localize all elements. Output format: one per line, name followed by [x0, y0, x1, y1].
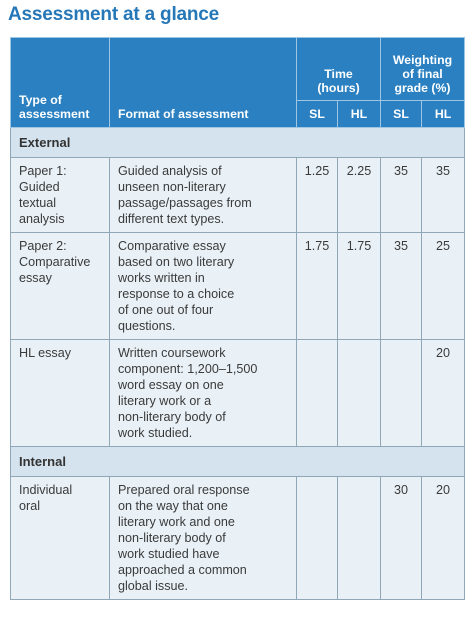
weight-hl-cell: 20: [422, 340, 465, 447]
header-time-hl: HL: [338, 101, 381, 128]
section-external: [11, 128, 465, 158]
format-cell: Written coursework component: 1,200–1,500 word essay on one literary work or a non-literary body of work studied.: [110, 340, 297, 447]
weight-hl-cell: 25: [422, 233, 465, 340]
header-weighting: Weighting of final grade (%): [381, 38, 465, 101]
table-row: [11, 158, 465, 233]
time-sl-cell: 1.75: [297, 233, 338, 340]
header-type-of-assessment: Type of assessment: [11, 38, 110, 128]
time-sl-cell: [297, 477, 338, 600]
type-cell: Paper 1: Guided textual analysis: [11, 158, 110, 233]
weight-sl-cell: 35: [381, 158, 422, 233]
table-header: [11, 38, 465, 128]
weight-hl-cell: 35: [422, 158, 465, 233]
time-sl-cell: [297, 340, 338, 447]
time-sl-cell: 1.25: [297, 158, 338, 233]
section-label: Internal: [11, 447, 465, 477]
header-weight-sl: SL: [381, 101, 422, 128]
weight-sl-cell: [381, 340, 422, 447]
table-row: [11, 477, 465, 600]
format-cell: Comparative essay based on two literary works written in response to a choice of one out of four questions.: [110, 233, 297, 340]
header-time-sl: SL: [297, 101, 338, 128]
time-hl-cell: [338, 340, 381, 447]
table-row: [11, 233, 465, 340]
time-hl-cell: 2.25: [338, 158, 381, 233]
type-cell: HL essay: [11, 340, 110, 447]
assessment-table: [10, 37, 465, 600]
page-title: Assessment at a glance: [8, 4, 220, 25]
header-weight-hl: HL: [422, 101, 465, 128]
weight-hl-cell: 20: [422, 477, 465, 600]
table-row: [11, 340, 465, 447]
header-format-of-assessment: Format of assessment: [110, 38, 297, 128]
format-cell: Guided analysis of unseen non-literary passage/passages from different text types.: [110, 158, 297, 233]
time-hl-cell: 1.75: [338, 233, 381, 340]
format-cell: Prepared oral response on the way that one literary work and one non-literary body of work studied have approached a common global issue.: [110, 477, 297, 600]
time-hl-cell: [338, 477, 381, 600]
section-internal: [11, 447, 465, 477]
header-time-hours: Time (hours): [297, 38, 381, 101]
section-label: External: [11, 128, 465, 158]
type-cell: Individual oral: [11, 477, 110, 600]
type-cell: Paper 2: Comparative essay: [11, 233, 110, 340]
weight-sl-cell: 35: [381, 233, 422, 340]
weight-sl-cell: 30: [381, 477, 422, 600]
